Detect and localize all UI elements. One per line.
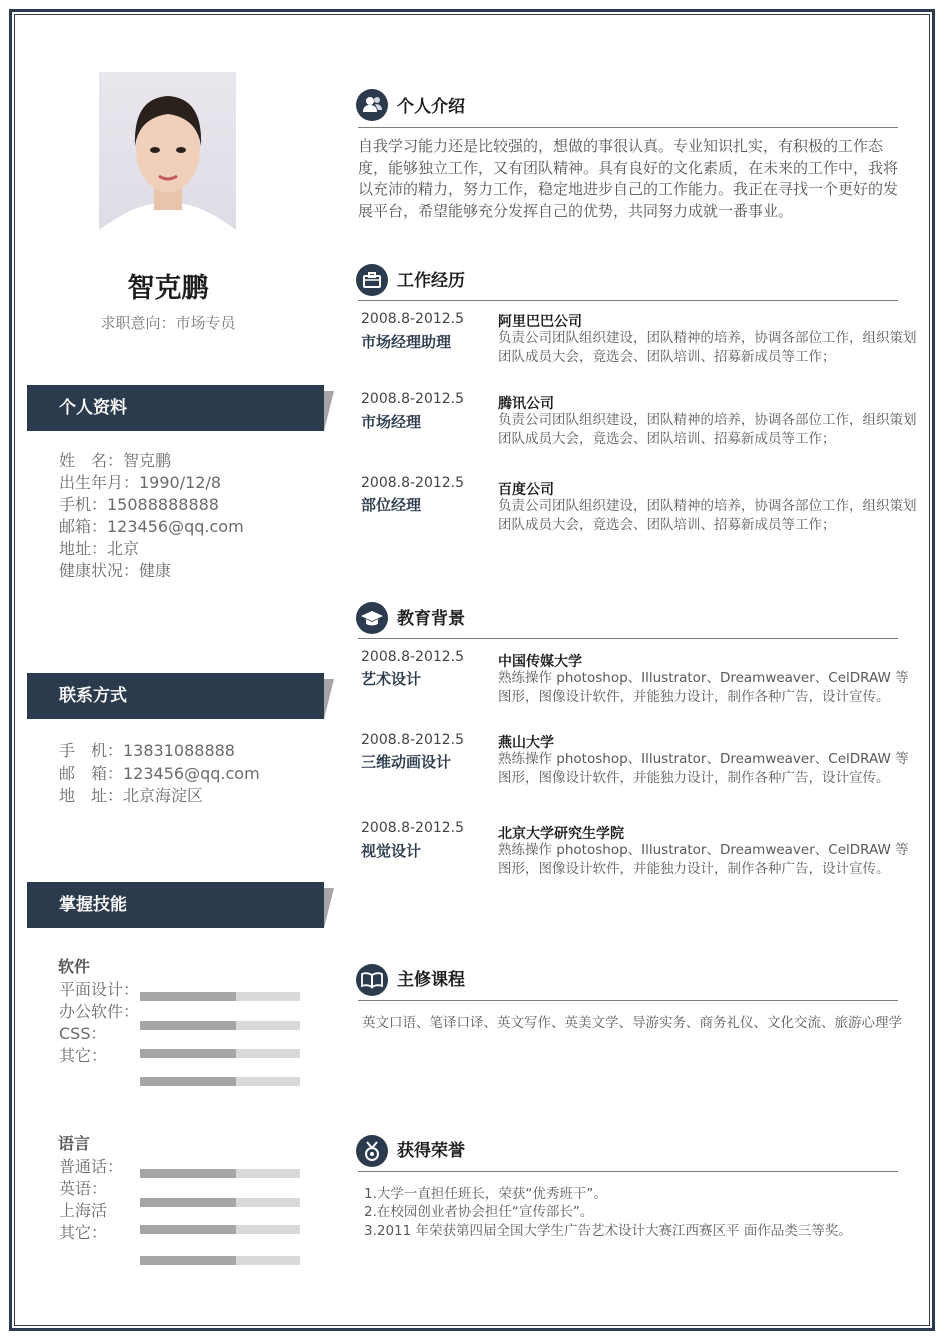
contact-header — [27, 673, 324, 719]
contact-address-line: 地 址：北京海淀区 — [59, 786, 204, 805]
personal-birth-line: 出生年月：1990/12/8 — [59, 473, 222, 492]
work-date: 2008.8-2012.5 — [361, 475, 465, 491]
intro-title: 个人介绍 — [397, 97, 465, 117]
software-skills-title: 软件 — [58, 957, 91, 976]
language-bar — [140, 1256, 300, 1265]
education-major: 三维动画设计 — [361, 753, 452, 771]
honor-item: 3.2011 年荣获第四届全国大学生广告艺术设计大赛江西赛区平 面作品类三等奖。 — [364, 1223, 852, 1239]
language-bar-fill — [140, 1169, 236, 1178]
candidate-name: 智克鹏 — [127, 273, 209, 304]
section-divider — [358, 1171, 898, 1172]
graduation-cap-icon — [356, 602, 388, 634]
skill-bar — [140, 1049, 300, 1058]
job-intent: 求职意向：市场专员 — [100, 314, 236, 332]
honor-item: 2.在校园创业者协会担任“宣传部长”。 — [364, 1204, 594, 1220]
skills-header — [27, 882, 324, 928]
work-role: 市场经理 — [361, 413, 422, 431]
contact-phone-line: 手 机：13831088888 — [59, 741, 235, 760]
skill-label: CSS： — [59, 1024, 107, 1043]
briefcase-icon — [356, 264, 388, 296]
contact-email-line: 邮 箱：123456@qq.com — [59, 764, 260, 783]
skill-bar — [140, 1021, 300, 1030]
education-description: 熟练操作 photoshop、Illustrator、Dreamweaver、CelDRAW 等图形，图像设计软件，并能独力设计，制作各种广告，设计宣传。 — [498, 842, 909, 877]
education-school: 燕山大学 — [498, 735, 554, 751]
contact-title: 联系方式 — [59, 686, 127, 706]
education-school: 中国传媒大学 — [498, 654, 582, 670]
education-date: 2008.8-2012.5 — [361, 732, 465, 748]
skill-bar-fill — [140, 992, 236, 1001]
personal-name-line: 姓 名：智克鹏 — [59, 451, 172, 470]
personal-info-header — [27, 385, 324, 431]
intro-text: 自我学习能力还是比较强的，想做的事很认真。专业知识扎实，有积极的工作态度，能够独立工作，又有团队精神。具有良好的文化素质，在未来的工作中，我将以充沛的精力，努力工作，稳定地进步自己的工作能力。我正在寻找一个更好的发展平台，希望能够充分发挥自己的优势，共同努力成就一番事业。 — [358, 137, 899, 220]
person-icon — [356, 89, 388, 121]
section-divider — [358, 1000, 898, 1001]
personal-phone-line: 手机：15088888888 — [59, 495, 219, 514]
language-label: 英语： — [59, 1179, 108, 1198]
section-divider — [358, 300, 898, 301]
education-description: 熟练操作 photoshop、Illustrator、Dreamweaver、CelDRAW 等图形，图像设计软件，并能独力设计，制作各种广告，设计宣传。 — [498, 670, 909, 705]
work-role: 部位经理 — [361, 496, 422, 514]
personal-email-line: 邮箱：123456@qq.com — [59, 517, 244, 536]
work-description: 负责公司团队组织建设，团队精神的培养，协调各部位工作，组织策划团队成员大会，竟选会、团队培训、招募新成员等工作； — [498, 330, 917, 365]
courses-list: 英文口语、笔译口译、英文写作、英美文学、导游实务、商务礼仪、文化交流、旅游心理学 — [362, 1015, 902, 1031]
language-bar-fill — [140, 1198, 236, 1207]
language-label: 普通话： — [59, 1157, 124, 1176]
section-divider — [358, 638, 898, 639]
skill-bar — [140, 1077, 300, 1086]
education-title: 教育背景 — [397, 609, 465, 629]
work-company: 阿里巴巴公司 — [498, 314, 582, 330]
education-description: 熟练操作 photoshop、Illustrator、Dreamweaver、CelDRAW 等图形，图像设计软件，并能独力设计，制作各种广告，设计宣传。 — [498, 751, 909, 786]
medal-icon — [356, 1135, 388, 1167]
language-bar — [140, 1198, 300, 1207]
education-date: 2008.8-2012.5 — [361, 649, 465, 665]
work-date: 2008.8-2012.5 — [361, 311, 465, 327]
personal-health-line: 健康状况：健康 — [59, 561, 172, 580]
language-bar-fill — [140, 1256, 236, 1265]
education-major: 视觉设计 — [361, 842, 422, 860]
language-label: 其它： — [59, 1223, 108, 1242]
work-date: 2008.8-2012.5 — [361, 391, 465, 407]
section-divider — [358, 127, 898, 128]
education-school: 北京大学研究生学院 — [498, 826, 624, 842]
personal-address-line: 地址：北京 — [59, 539, 140, 558]
education-date: 2008.8-2012.5 — [361, 820, 465, 836]
skill-label: 平面设计： — [59, 980, 140, 999]
skill-bar-fill — [140, 1021, 236, 1030]
work-role: 市场经理助理 — [361, 333, 452, 351]
skill-bar-fill — [140, 1077, 236, 1086]
language-skills-title: 语言 — [58, 1134, 91, 1153]
skill-label: 办公软件： — [59, 1002, 140, 1021]
work-company: 腾讯公司 — [498, 396, 554, 412]
book-icon — [356, 964, 388, 996]
honors-title: 获得荣誉 — [397, 1141, 465, 1161]
work-company: 百度公司 — [498, 482, 554, 498]
language-bar-fill — [140, 1225, 236, 1234]
language-bar — [140, 1169, 300, 1178]
skill-bar-fill — [140, 1049, 236, 1058]
work-description: 负责公司团队组织建设，团队精神的培养，协调各部位工作，组织策划团队成员大会，竟选会、团队培训、招募新成员等工作； — [498, 498, 917, 533]
skills-title: 掌握技能 — [59, 895, 127, 915]
work-description: 负责公司团队组织建设，团队精神的培养，协调各部位工作，组织策划团队成员大会，竟选会、团队培训、招募新成员等工作； — [498, 412, 917, 447]
personal-info-title: 个人资料 — [59, 398, 127, 418]
skill-label: 其它： — [59, 1046, 108, 1065]
education-major: 艺术设计 — [361, 670, 422, 688]
honor-item: 1.大学一直担任班长，荣获“优秀班干”。 — [364, 1186, 607, 1202]
language-bar — [140, 1225, 300, 1234]
skill-bar — [140, 992, 300, 1001]
courses-title: 主修课程 — [397, 970, 465, 990]
language-label: 上海活 — [59, 1201, 108, 1220]
work-title: 工作经历 — [397, 271, 465, 291]
profile-photo — [99, 72, 236, 246]
